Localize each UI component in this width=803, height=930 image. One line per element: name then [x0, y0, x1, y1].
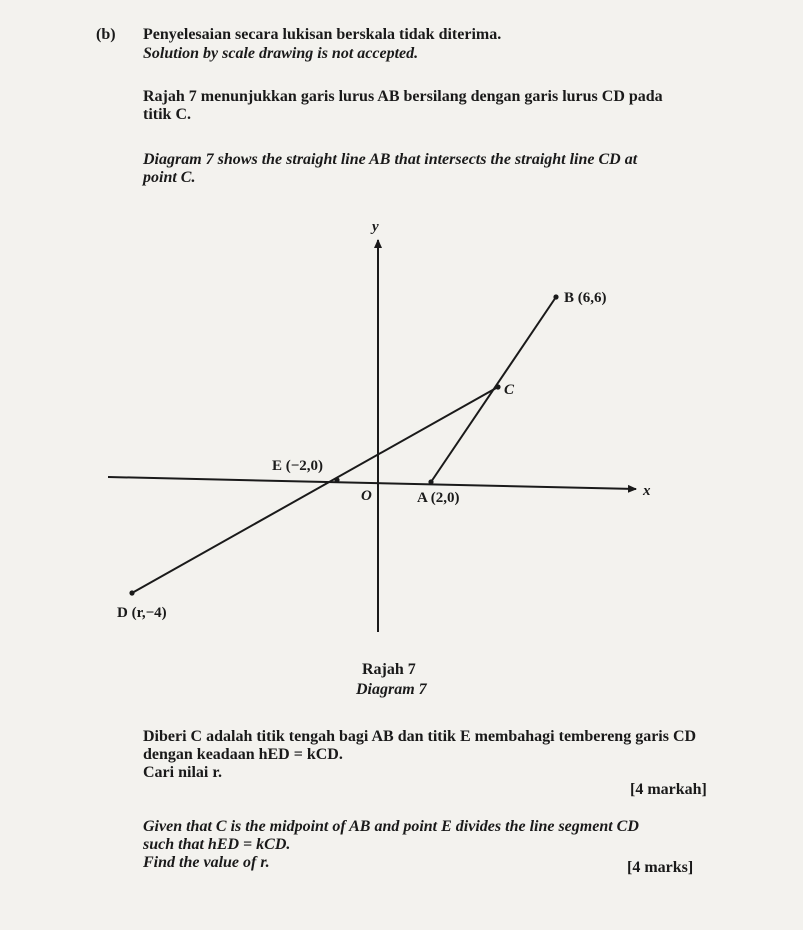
- intro-english-line2: point C.: [143, 169, 196, 186]
- point-d: [129, 590, 134, 595]
- point-a: [428, 479, 433, 484]
- task-english-line2: such that hED = kCD.: [143, 836, 291, 853]
- intro-malay-line1: Rajah 7 menunjukkan garis lurus AB bersilang dengan garis lurus CD pada: [143, 88, 663, 105]
- instruction-malay: Penyelesaian secara lukisan berskala tidak diterima.: [143, 26, 502, 43]
- task-english-line3: Find the value of r.: [143, 854, 270, 871]
- x-axis: [108, 477, 636, 489]
- part-label: (b): [96, 26, 116, 43]
- point-c: [495, 384, 500, 389]
- marks-english: [4 marks]: [627, 859, 694, 876]
- intro-english-line1: Diagram 7 shows the straight line AB that intersects the straight line CD at: [143, 151, 638, 168]
- axis-y-label: y: [372, 219, 379, 235]
- caption-english: Diagram 7: [356, 681, 427, 698]
- task-malay-line3: Cari nilai r.: [143, 764, 222, 781]
- task-malay-line1: Diberi C adalah titik tengah bagi AB dan titik E membahagi tembereng garis CD: [143, 728, 697, 745]
- origin-label: O: [361, 488, 372, 504]
- instruction-english: Solution by scale drawing is not accepted.: [143, 45, 419, 62]
- point-b: [553, 294, 558, 299]
- point-e-label: E (−2,0): [272, 458, 324, 474]
- point-a-label: A (2,0): [417, 490, 460, 506]
- task-malay-line2: dengan keadaan hED = kCD.: [143, 746, 343, 763]
- line-ab: [431, 297, 556, 482]
- intro-malay-line2: titik C.: [143, 106, 191, 123]
- caption-malay: Rajah 7: [362, 661, 416, 678]
- point-b-label: B (6,6): [564, 290, 607, 306]
- marks-malay: [4 markah]: [630, 781, 707, 798]
- axis-x-label: x: [643, 483, 651, 499]
- point-e: [334, 477, 339, 482]
- point-d-label: D (r,−4): [117, 605, 167, 621]
- task-english-line1: Given that C is the midpoint of AB and point E divides the line segment CD: [143, 818, 639, 835]
- point-c-label: C: [504, 382, 515, 398]
